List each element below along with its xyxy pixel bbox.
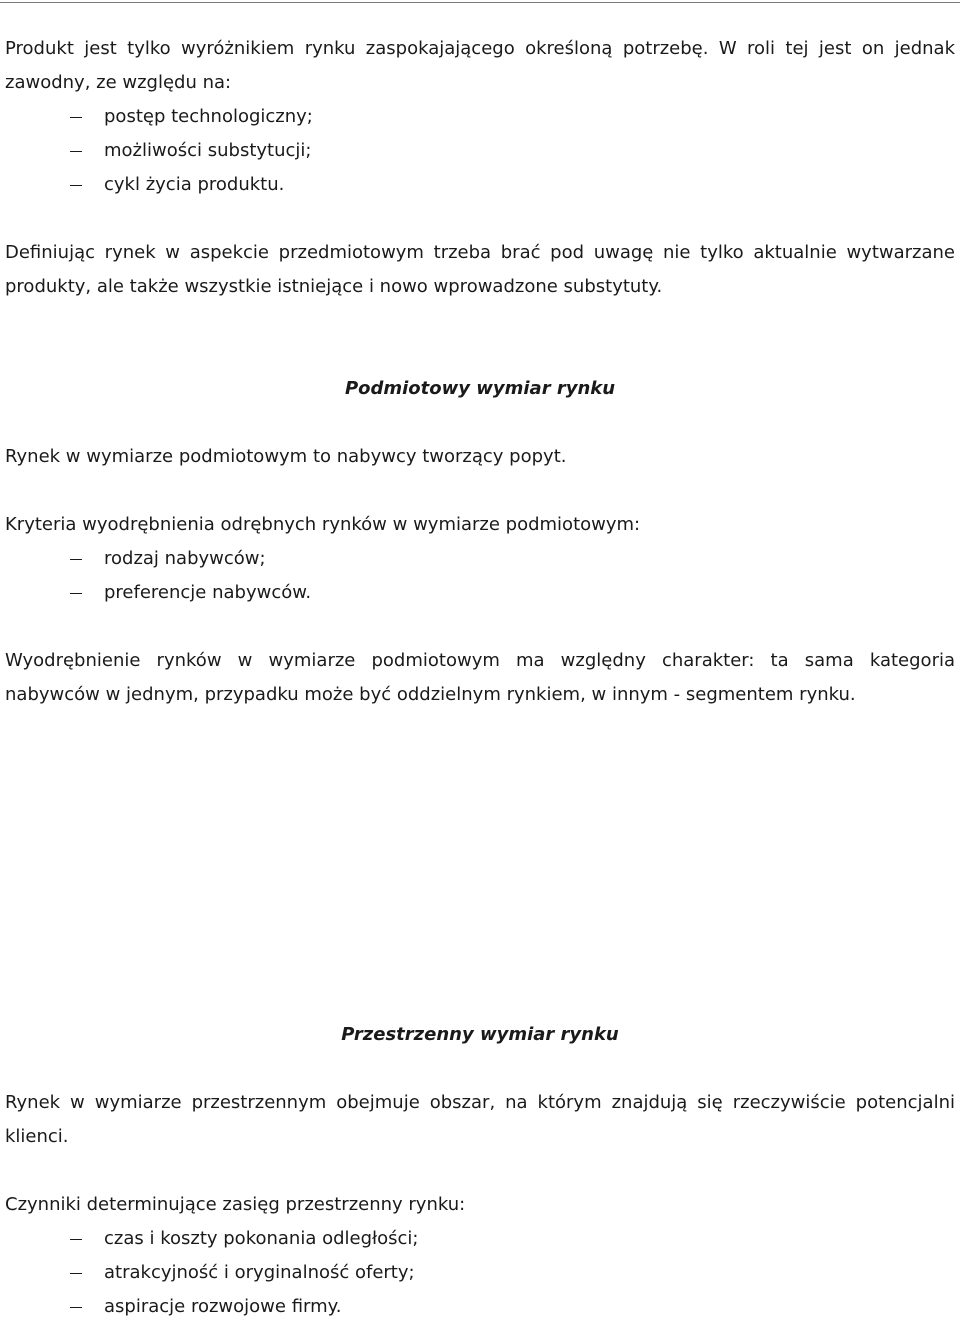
list-item-text: preferencje nabywców. xyxy=(104,582,312,603)
dash-bullet-icon xyxy=(70,559,82,560)
top-rule xyxy=(0,2,960,3)
criteria-intro: Kryteria wyodrębnienia odrębnych rynków w wymiarze podmiotowym: xyxy=(5,514,641,535)
dash-bullet-icon xyxy=(70,1307,82,1308)
list-item-text: czas i koszty pokonania odległości; xyxy=(104,1228,419,1249)
spatial-definition-line-1: Rynek w wymiarze przestrzennym obejmuje obszar, na którym znajdują się rzeczywiście potencjalni xyxy=(5,1092,955,1113)
list-item-text: rodzaj nabywców; xyxy=(104,548,266,569)
subject-definition: Rynek w wymiarze podmiotowym to nabywcy tworzący popyt. xyxy=(5,446,567,467)
dash-bullet-icon xyxy=(70,117,82,118)
relative-line-1: Wyodrębnienie rynków w wymiarze podmiotowym ma względny charakter: ta sama kategoria xyxy=(5,650,955,671)
dash-bullet-icon xyxy=(70,151,82,152)
factors-intro: Czynniki determinujące zasięg przestrzenny rynku: xyxy=(5,1194,466,1215)
list-item-text: cykl życia produktu. xyxy=(104,174,285,195)
list-item-text: aspiracje rozwojowe firmy. xyxy=(104,1296,342,1317)
intro-line-1: Produkt jest tylko wyróżnikiem rynku zaspokajającego określoną potrzebę. W roli tej jest on jednak xyxy=(5,38,955,59)
dash-bullet-icon xyxy=(70,593,82,594)
defining-line-1: Definiując rynek w aspekcie przedmiotowym trzeba brać pod uwagę nie tylko aktualnie wytwarzane xyxy=(5,242,955,263)
list-item-text: postęp technologiczny; xyxy=(104,106,313,127)
spatial-definition-line-2: klienci. xyxy=(5,1126,69,1147)
dash-bullet-icon xyxy=(70,1239,82,1240)
defining-line-2: produkty, ale także wszystkie istniejące i nowo wprowadzone substytuty. xyxy=(5,276,663,297)
dash-bullet-icon xyxy=(70,185,82,186)
list-item-text: możliwości substytucji; xyxy=(104,140,312,161)
dash-bullet-icon xyxy=(70,1273,82,1274)
intro-line-2: zawodny, ze względu na: xyxy=(5,72,232,93)
section-heading-przestrzenny: Przestrzenny wymiar rynku xyxy=(341,1024,619,1045)
section-heading-podmiotowy: Podmiotowy wymiar rynku xyxy=(344,378,616,399)
relative-line-2: nabywców w jednym, przypadku może być oddzielnym rynkiem, w innym - segmentem rynku. xyxy=(5,684,856,705)
list-item-text: atrakcyjność i oryginalność oferty; xyxy=(104,1262,415,1283)
